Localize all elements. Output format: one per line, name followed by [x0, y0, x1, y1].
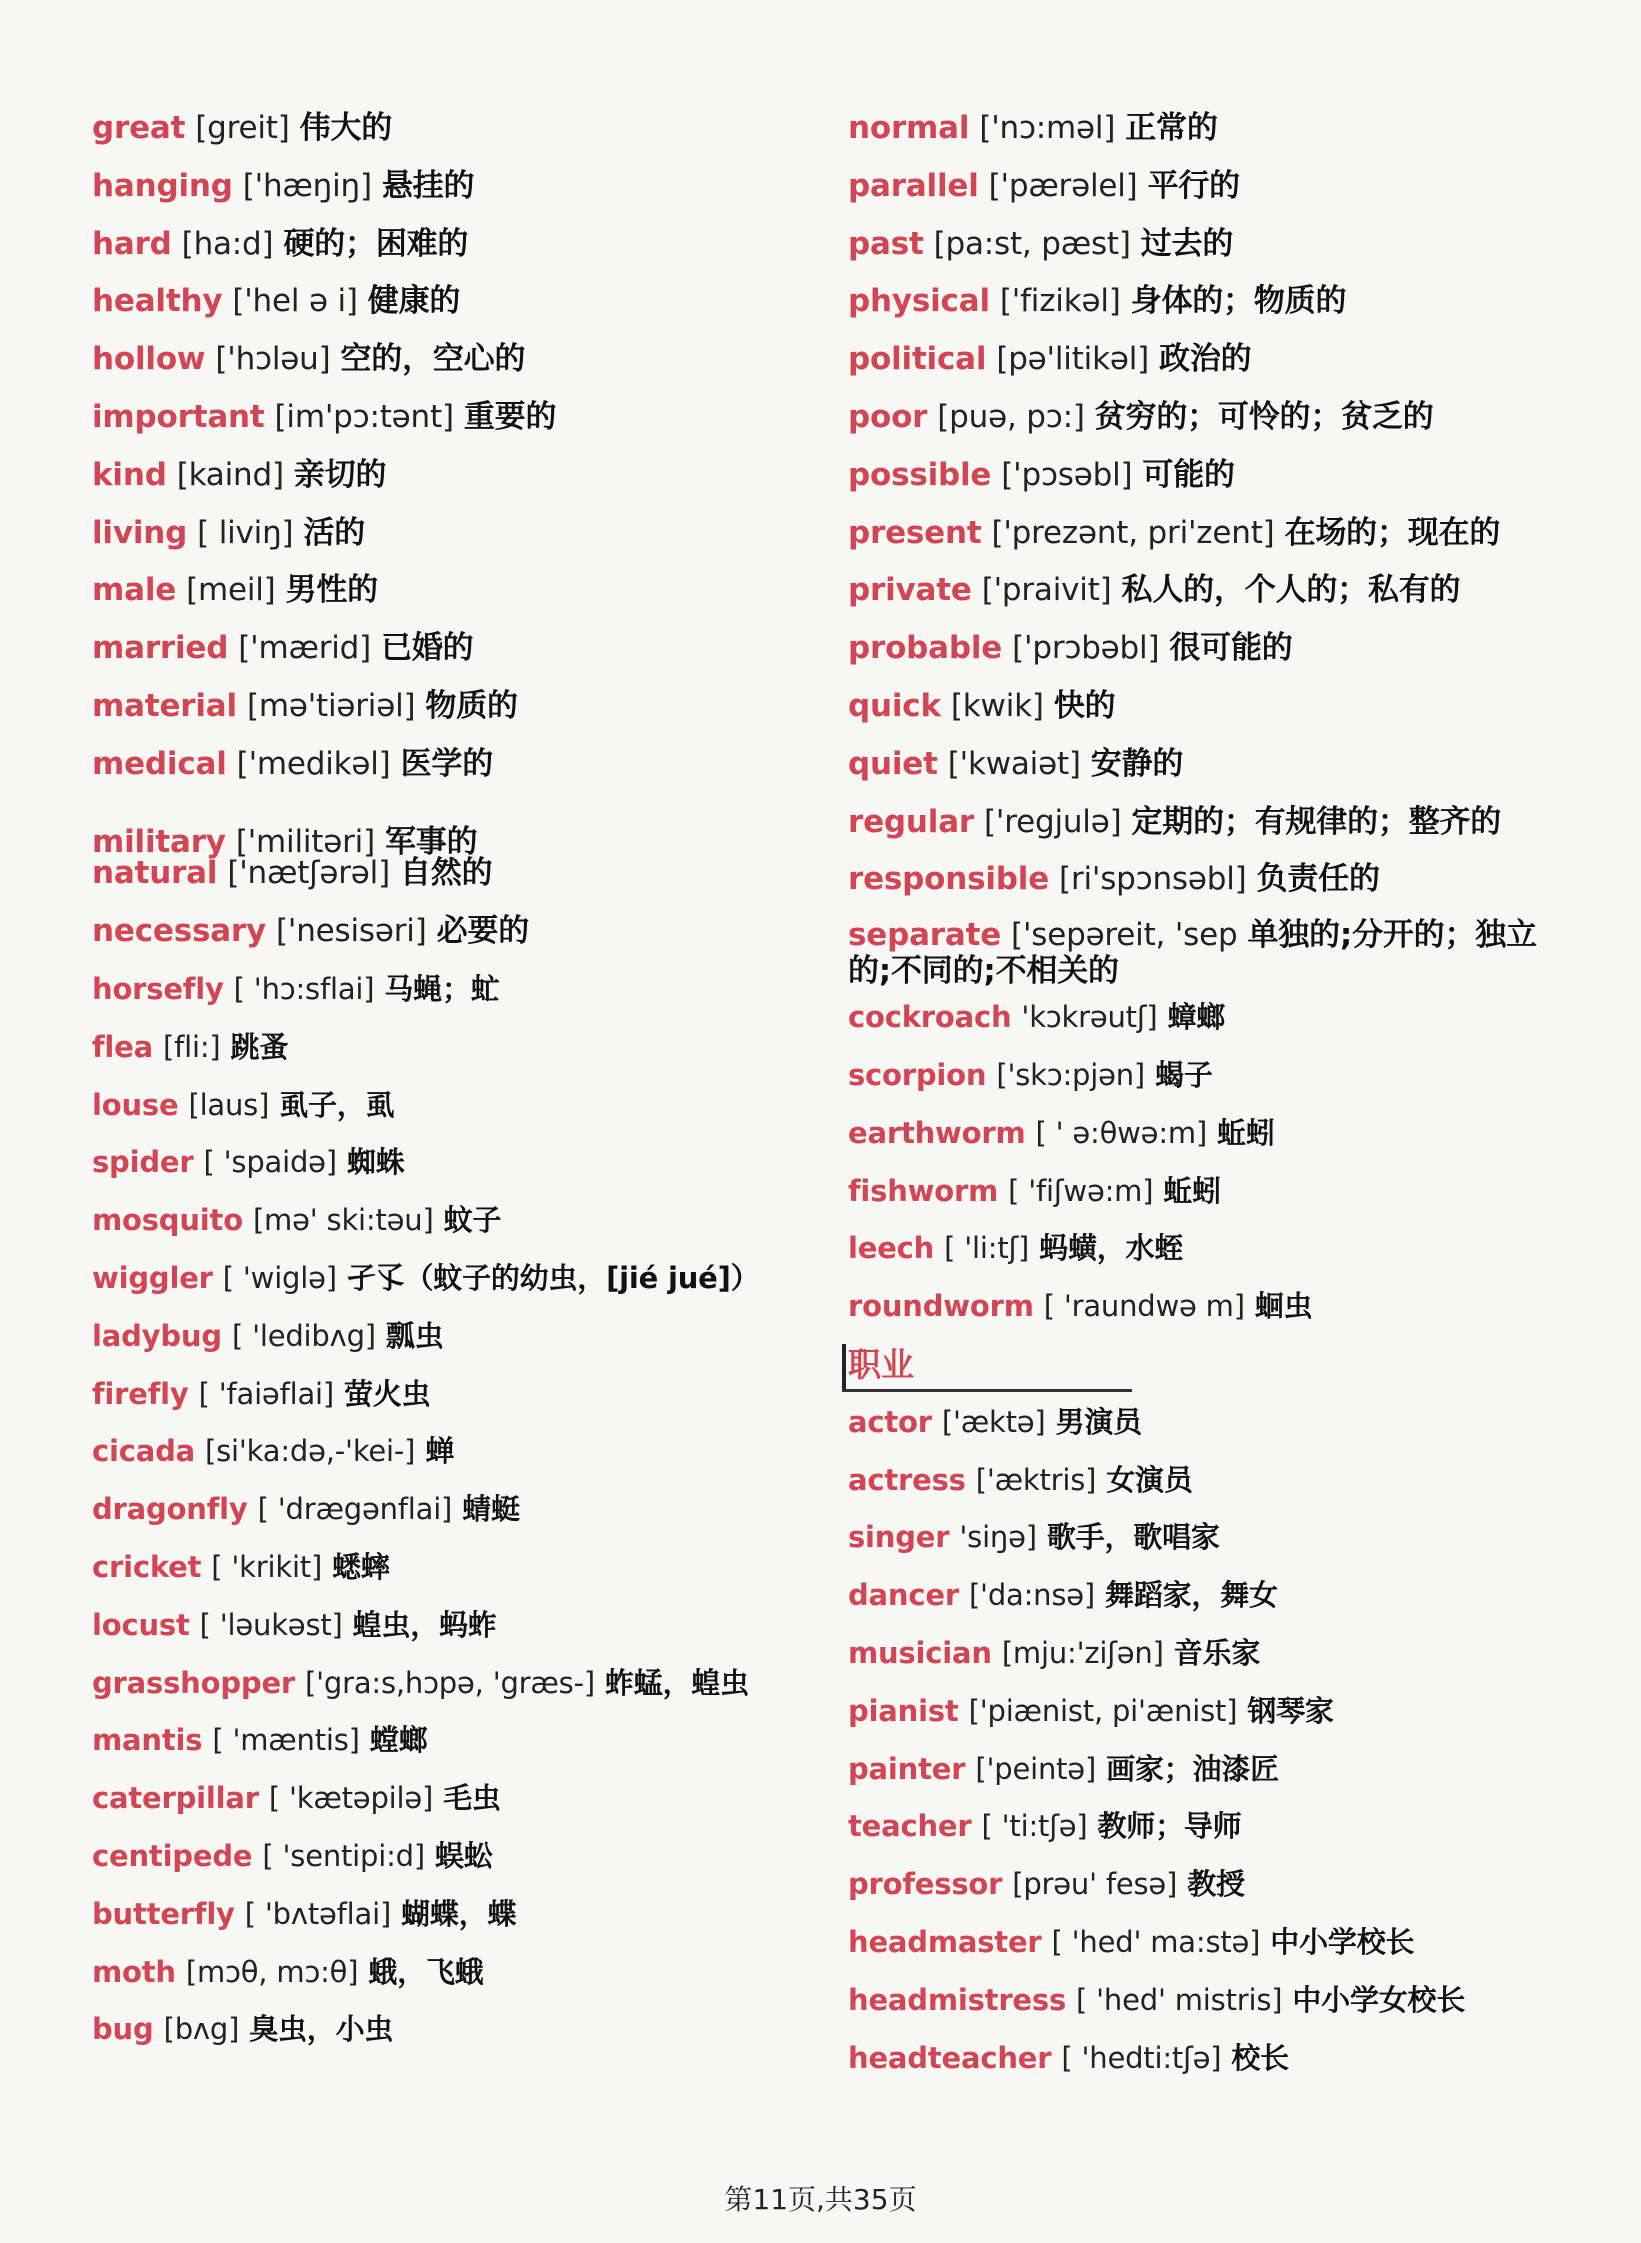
- vocab-word: cockroach: [848, 1000, 1012, 1035]
- vocab-word: singer: [848, 1520, 950, 1555]
- vocab-phonetic: ['praivit]: [981, 572, 1112, 609]
- vocab-word: natural: [92, 855, 218, 892]
- vocab-meaning: 可能的: [1142, 456, 1235, 493]
- vocab-phonetic: ['da:nsə]: [968, 1578, 1096, 1613]
- vocab-meaning: 贫穷的；可怜的；贫乏的: [1094, 398, 1434, 435]
- vocab-phonetic: ['prezənt, pri'zent]: [991, 514, 1275, 551]
- vocab-entry: [92, 100, 852, 158]
- vocab-word: kind: [92, 456, 167, 493]
- vocab-entry: [848, 1972, 1568, 2030]
- vocab-phonetic: [ 'hɔ:sflai]: [233, 971, 375, 1006]
- vocab-phonetic: [ 'kætəpilə]: [268, 1781, 434, 1816]
- vocab-word: hollow: [92, 341, 206, 378]
- vocab-entry: [848, 100, 1568, 158]
- vocab-phonetic: ['sepəreit, 'sep: [1011, 917, 1238, 954]
- vocab-entry: [92, 1077, 852, 1135]
- vocab-word: ladybug: [92, 1318, 222, 1353]
- vocab-phonetic: ['peintə]: [975, 1751, 1097, 1786]
- vocab-meaning: 螳螂: [369, 1723, 428, 1758]
- vocab-word: leech: [848, 1231, 935, 1266]
- vocab-entry: [92, 1712, 852, 1770]
- vocab-phonetic: [pa:st, pæst]: [933, 225, 1131, 262]
- vocab-meaning: 平行的: [1147, 167, 1240, 204]
- vocab-entry: [848, 2030, 1568, 2088]
- vocab-word: mosquito: [92, 1203, 243, 1238]
- vocab-meaning: 空的，空心的: [340, 341, 526, 378]
- vocab-word: possible: [848, 456, 992, 493]
- vocab-phonetic: ['hæŋiŋ]: [242, 167, 372, 204]
- heading-underline: [842, 1389, 1132, 1392]
- vocab-phonetic: [mju:'ziʃən]: [1001, 1635, 1164, 1670]
- vocab-meaning: 中小学校长: [1270, 1924, 1415, 1959]
- vocab-word: pianist: [848, 1693, 959, 1728]
- vocab-phonetic: [kaind]: [176, 456, 284, 493]
- vocab-word: responsible: [848, 861, 1050, 898]
- vocab-entry: [92, 1366, 852, 1424]
- vocab-entry: [848, 1394, 1568, 1452]
- page-footer: 第11页,共35页: [724, 2183, 917, 2216]
- vocab-phonetic: [ 'raundwə m]: [1043, 1289, 1245, 1324]
- vocab-entry: [848, 505, 1568, 563]
- vocab-phonetic: [ 'sentipi:d]: [262, 1838, 425, 1873]
- vocab-word: actor: [848, 1404, 932, 1439]
- vocab-word: healthy: [92, 283, 223, 320]
- vocab-phonetic: [kwik]: [950, 687, 1044, 724]
- vocab-phonetic: ['æktə]: [941, 1404, 1046, 1439]
- vocab-entry: [92, 1944, 852, 2002]
- vocab-meaning: 校长: [1231, 2040, 1289, 2075]
- vocab-phonetic: [prəu' fesə]: [1012, 1867, 1178, 1902]
- vocab-entry: [92, 1423, 852, 1481]
- vocab-word: teacher: [848, 1809, 972, 1844]
- vocab-meaning: 硬的；困难的: [283, 225, 469, 262]
- vocab-word: bug: [92, 2012, 154, 2047]
- vocab-word: painter: [848, 1751, 966, 1786]
- vocab-meaning: 在场的；现在的: [1284, 514, 1501, 551]
- vocab-word: great: [92, 110, 186, 146]
- vocab-word: probable: [848, 630, 1003, 667]
- vocab-phonetic: [ 'ləukəst]: [199, 1607, 343, 1642]
- vocab-word: normal: [848, 110, 970, 146]
- vocab-word: cicada: [92, 1434, 196, 1469]
- vocab-meaning: 教授: [1187, 1867, 1245, 1902]
- vocab-entry: [92, 389, 852, 447]
- vocab-meaning: 蚱蜢，蝗虫: [604, 1665, 749, 1700]
- vocab-meaning: 亲切的: [293, 456, 387, 493]
- vocab-word: grasshopper: [92, 1665, 296, 1700]
- section-heading-occupations: [848, 1336, 1568, 1394]
- vocab-entry: [848, 989, 1568, 1047]
- vocab-phonetic: [im'pɔ:tənt]: [274, 398, 454, 435]
- vocab-meaning: 已婚的: [381, 630, 474, 667]
- vocab-entry: [848, 1220, 1568, 1278]
- vocab-meaning: 蝗虫，蚂蚱: [352, 1607, 497, 1642]
- vocab-entry: [848, 1105, 1568, 1163]
- vocab-meaning: 蚊子: [443, 1203, 502, 1238]
- vocab-word: private: [848, 572, 972, 609]
- vocab-phonetic: [ 'ti:tʃə]: [981, 1809, 1088, 1844]
- vocab-phonetic: ['pærəlel]: [988, 167, 1138, 204]
- vocab-entry: [92, 447, 852, 505]
- vocab-word: firefly: [92, 1376, 189, 1411]
- vocab-meaning: 负责任的: [1256, 861, 1380, 898]
- vocab-word: dragonfly: [92, 1492, 248, 1527]
- vocab-meaning: 舞蹈家，舞女: [1105, 1578, 1278, 1613]
- vocab-meaning: 孑孓（蚊子的幼虫，[jié jué]）: [346, 1260, 760, 1295]
- vocab-word: necessary: [92, 913, 267, 950]
- vocab-meaning: 钢琴家: [1247, 1693, 1334, 1728]
- vocab-phonetic: [ 'wiglə]: [222, 1260, 337, 1295]
- vocab-meaning: 身体的；物质的: [1130, 283, 1347, 320]
- vocab-meaning: 定期的；有规律的；整齐的: [1131, 803, 1502, 840]
- vocab-entry: [92, 158, 852, 216]
- vocab-word: male: [92, 572, 177, 609]
- vocab-meaning: 蟑螂: [1167, 1000, 1226, 1035]
- vocab-entry: [92, 562, 852, 620]
- vocab-word: flea: [92, 1029, 153, 1064]
- vocab-word: centipede: [92, 1838, 253, 1873]
- vocab-entry: [92, 216, 852, 274]
- vocab-meaning: 蝎子: [1155, 1057, 1213, 1092]
- vocab-entry: [848, 1683, 1568, 1741]
- vocab-meaning: 物质的: [425, 687, 518, 724]
- vocab-phonetic: [ 'hed' ma:stə]: [1051, 1924, 1261, 1959]
- vocab-word: spider: [92, 1145, 194, 1180]
- vocab-phonetic: [puə, pɔ:]: [937, 398, 1085, 435]
- vocab-phonetic: [ 'hed' mistris]: [1076, 1982, 1283, 2017]
- vocab-phonetic: ['kwaiət]: [947, 745, 1081, 782]
- vocab-entry: [92, 1134, 852, 1192]
- vocab-meaning: 重要的: [463, 398, 557, 435]
- vocab-phonetic: [laus]: [188, 1087, 270, 1122]
- vocab-meaning: 单独的;分开的；独立的;不同的;不相关的: [848, 917, 1537, 990]
- vocab-word: political: [848, 341, 987, 378]
- vocab-entry: [92, 678, 852, 736]
- vocab-meaning: 政治的: [1159, 341, 1252, 378]
- vocab-phonetic: [ ' ə:θwə:m]: [1035, 1115, 1208, 1150]
- vocab-phonetic: [meil]: [186, 572, 276, 609]
- vocab-meaning: 蚯蚓: [1163, 1173, 1221, 1208]
- vocab-entry: [848, 1163, 1568, 1221]
- vocab-entry: [92, 1770, 852, 1828]
- vocab-word: wiggler: [92, 1260, 213, 1295]
- vocab-phonetic: 'kɔkrəutʃ]: [1021, 1000, 1158, 1035]
- vocab-entry: [92, 1597, 852, 1655]
- vocab-entry: [848, 736, 1568, 794]
- vocab-meaning: 伟大的: [299, 110, 393, 146]
- vocab-word: earthworm: [848, 1115, 1026, 1150]
- vocab-phonetic: [ 'faiəflai]: [198, 1376, 334, 1411]
- vocab-phonetic: [ 'bʌtəflai]: [244, 1896, 392, 1931]
- vocab-entry: [848, 1278, 1568, 1336]
- vocab-phonetic: [ 'drægənflai]: [257, 1492, 453, 1527]
- vocab-meaning: 私人的，个人的；私有的: [1121, 572, 1461, 609]
- vocab-phonetic: [ri'spɔnsəbl]: [1059, 861, 1247, 898]
- vocab-meaning: 蜈蚣: [435, 1838, 493, 1873]
- vocab-phonetic: ['nætʃərəl]: [227, 855, 390, 892]
- vocab-word: regular: [848, 803, 975, 840]
- vocab-phonetic: ['militəri]: [235, 823, 375, 860]
- vocab-word: past: [848, 225, 924, 262]
- vocab-meaning: 悬挂的: [381, 167, 475, 204]
- vocab-entry: [848, 562, 1568, 620]
- vocab-phonetic: ['hel ə i]: [232, 283, 358, 320]
- vocab-meaning: 音乐家: [1173, 1635, 1261, 1670]
- vocab-entry: [848, 1798, 1568, 1856]
- vocab-entry: [92, 845, 852, 903]
- vocab-meaning: 虱子，虱: [279, 1087, 395, 1122]
- vocab-word: louse: [92, 1087, 179, 1122]
- vocab-entry: [848, 331, 1568, 389]
- vocab-entry: [92, 903, 852, 961]
- vocab-meaning: 蛔虫: [1254, 1289, 1313, 1324]
- vocab-meaning: 正常的: [1125, 110, 1218, 146]
- vocab-entry: [848, 1452, 1568, 1510]
- vocab-word: military: [92, 823, 226, 860]
- vocab-word: horsefly: [92, 971, 224, 1006]
- vocab-word: headmaster: [848, 1924, 1042, 1959]
- vocab-meaning: 萤火虫: [344, 1376, 431, 1411]
- vocab-word: medical: [92, 745, 227, 782]
- vocab-meaning: 蚯蚓: [1217, 1115, 1275, 1150]
- vocab-phonetic: [ liviŋ]: [197, 514, 294, 551]
- vocab-phonetic: ['piænist, pi'ænist]: [968, 1693, 1238, 1728]
- vocab-meaning: 蟋蟀: [332, 1549, 390, 1584]
- vocab-word: headmistress: [848, 1982, 1067, 2017]
- vocab-meaning: 跳蚤: [230, 1029, 289, 1064]
- vocab-word: cricket: [92, 1549, 202, 1584]
- vocab-meaning: 臭虫，小虫: [249, 2012, 394, 2047]
- vocab-entry: [848, 389, 1568, 447]
- vocab-word: quick: [848, 687, 941, 724]
- vocab-phonetic: [si'ka:də,-'kei-]: [205, 1434, 416, 1469]
- vocab-word: locust: [92, 1607, 190, 1642]
- vocab-entry: [848, 1047, 1568, 1105]
- vocab-meaning: 必要的: [436, 913, 529, 950]
- vocab-meaning: 军事的: [384, 823, 478, 860]
- vocab-entry: [848, 851, 1568, 909]
- vocab-phonetic: [fli:]: [163, 1029, 221, 1064]
- vocab-entry: [92, 1481, 852, 1539]
- vocab-word: musician: [848, 1635, 992, 1670]
- vocab-word: scorpion: [848, 1057, 987, 1092]
- vocab-entry: [92, 331, 852, 389]
- vocab-entry: [848, 1856, 1568, 1914]
- vocab-phonetic: [ 'ledibʌg]: [231, 1318, 376, 1353]
- vocab-phonetic: ['gra:s,hɔpə, 'græs-]: [305, 1665, 595, 1700]
- vocab-word: mantis: [92, 1723, 203, 1758]
- vocab-phonetic: ['fizikəl]: [999, 283, 1121, 320]
- vocab-meaning: 男性的: [285, 572, 378, 609]
- vocab-phonetic: ['pɔsəbl]: [1001, 456, 1133, 493]
- vocab-meaning: 教师；导师: [1097, 1809, 1242, 1844]
- vocab-word: separate: [848, 917, 1002, 954]
- vocab-entry: [848, 273, 1568, 331]
- vocab-entry: [848, 620, 1568, 678]
- vocab-word: living: [92, 514, 188, 551]
- vocab-entry: [848, 1914, 1568, 1972]
- vocab-entry: [92, 505, 852, 563]
- vocab-entry: [92, 1655, 852, 1713]
- vocab-phonetic: [ 'spaidə]: [203, 1145, 337, 1180]
- vocab-meaning: 马蝇；虻: [384, 971, 500, 1006]
- section-title: 职业: [848, 1344, 914, 1384]
- vocab-phonetic: ['hɔləu]: [215, 341, 331, 378]
- vocab-entry: [92, 1019, 852, 1077]
- vocab-phonetic: [mə' ski:təu]: [252, 1203, 434, 1238]
- vocab-word: fishworm: [848, 1173, 999, 1208]
- vocab-word: parallel: [848, 167, 979, 204]
- vocab-word: caterpillar: [92, 1781, 259, 1816]
- vocab-entry: [92, 1828, 852, 1886]
- vocab-entry: [848, 794, 1568, 852]
- vocab-phonetic: [bʌg]: [163, 2012, 240, 2047]
- vocab-entry: [848, 1509, 1568, 1567]
- vocab-phonetic: [ 'mæntis]: [212, 1723, 360, 1758]
- vocab-phonetic: [ 'hedti:tʃə]: [1061, 2040, 1222, 2075]
- heading-vertical-bar: [842, 1344, 846, 1392]
- vocab-entry: [92, 273, 852, 331]
- vocab-entry: [92, 1250, 852, 1308]
- vocab-meaning: 女演员: [1106, 1462, 1193, 1497]
- vocab-entry: [848, 909, 1568, 989]
- vocab-entry: [848, 1625, 1568, 1683]
- vocab-word: physical: [848, 283, 990, 320]
- vocab-meaning: 歌手，歌唱家: [1046, 1520, 1220, 1555]
- vocab-entry: [92, 736, 852, 794]
- vocab-meaning: 快的: [1053, 687, 1116, 724]
- vocab-meaning: 中小学女校长: [1292, 1982, 1466, 2017]
- vocab-phonetic: [ha:d]: [181, 225, 274, 262]
- vocab-word: present: [848, 514, 982, 551]
- vocab-meaning: 很可能的: [1169, 630, 1293, 667]
- vocab-meaning: 毛虫: [443, 1781, 501, 1816]
- vocab-phonetic: ['skɔ:pjən]: [996, 1057, 1146, 1092]
- vocab-word: headteacher: [848, 2040, 1052, 2075]
- vocab-meaning: 蜻蜓: [462, 1492, 520, 1527]
- vocab-word: dancer: [848, 1578, 959, 1613]
- right-column: [848, 100, 1568, 2087]
- vocab-phonetic: ['nɔ:məl]: [979, 110, 1116, 146]
- vocab-meaning: 男演员: [1055, 1404, 1142, 1439]
- vocab-entry: [92, 1539, 852, 1597]
- vocab-word: moth: [92, 1954, 176, 1989]
- vocab-phonetic: [mə'tiəriəl]: [246, 687, 416, 724]
- vocab-phonetic: [pə'litikəl]: [996, 341, 1150, 378]
- vocab-word: butterfly: [92, 1896, 235, 1931]
- vocab-entry: [92, 961, 852, 1019]
- vocab-word: professor: [848, 1867, 1003, 1902]
- vocab-phonetic: [ 'fiʃwə:m]: [1008, 1173, 1154, 1208]
- vocab-word: important: [92, 398, 265, 435]
- vocab-phonetic: ['æktris]: [975, 1462, 1097, 1497]
- vocab-meaning: 安静的: [1090, 745, 1184, 782]
- vocab-word: hard: [92, 225, 172, 262]
- vocab-word: poor: [848, 398, 928, 435]
- vocab-word: material: [92, 687, 237, 724]
- vocab-phonetic: [ 'li:tʃ]: [944, 1231, 1030, 1266]
- vocab-entry: [92, 1308, 852, 1366]
- vocab-word: hanging: [92, 167, 233, 204]
- vocab-meaning: 蚂蟥，水蛭: [1039, 1231, 1184, 1266]
- vocab-phonetic: 'siŋə]: [959, 1520, 1037, 1555]
- vocab-word: roundworm: [848, 1289, 1034, 1324]
- vocab-meaning: 活的: [303, 514, 366, 551]
- vocab-phonetic: ['nesisəri]: [276, 913, 427, 950]
- vocab-entry: [848, 447, 1568, 505]
- vocab-phonetic: [ 'krikit]: [211, 1549, 323, 1584]
- vocab-meaning: 蝉: [425, 1434, 455, 1469]
- vocab-word: married: [92, 630, 229, 667]
- vocab-meaning: 瓢虫: [385, 1318, 444, 1353]
- vocab-phonetic: ['mærid]: [238, 630, 372, 667]
- vocab-entry: [848, 158, 1568, 216]
- vocab-meaning: 医学的: [400, 745, 493, 782]
- vocab-phonetic: [mɔθ, mɔ:θ]: [185, 1954, 359, 1989]
- vocab-word: quiet: [848, 745, 938, 782]
- vocab-entry: [92, 1192, 852, 1250]
- vocab-meaning: 画家；油漆匠: [1106, 1751, 1279, 1786]
- vocab-meaning: 蝴蝶，蝶: [401, 1896, 517, 1931]
- vocab-meaning: 过去的: [1140, 225, 1234, 262]
- vocab-entry: [92, 1886, 852, 1944]
- left-column: [92, 100, 852, 2059]
- vocab-entry: [848, 1741, 1568, 1799]
- vocab-entry: [848, 678, 1568, 736]
- vocab-phonetic: ['medikəl]: [236, 745, 391, 782]
- vocab-phonetic: ['prɔbəbl]: [1012, 630, 1160, 667]
- vocab-entry: [848, 216, 1568, 274]
- vocab-entry: [848, 1567, 1568, 1625]
- vocab-entry: [92, 620, 852, 678]
- vocab-meaning: 蜘蛛: [346, 1145, 405, 1180]
- vocab-phonetic: [greit]: [195, 110, 290, 146]
- vocab-word: actress: [848, 1462, 966, 1497]
- vocab-meaning: 蛾，飞蛾: [368, 1954, 484, 1989]
- vocab-phonetic: ['regjulə]: [984, 803, 1122, 840]
- vocab-meaning: 自然的: [399, 855, 493, 892]
- vocab-meaning: 健康的: [367, 283, 461, 320]
- vocab-entry: [92, 2001, 852, 2059]
